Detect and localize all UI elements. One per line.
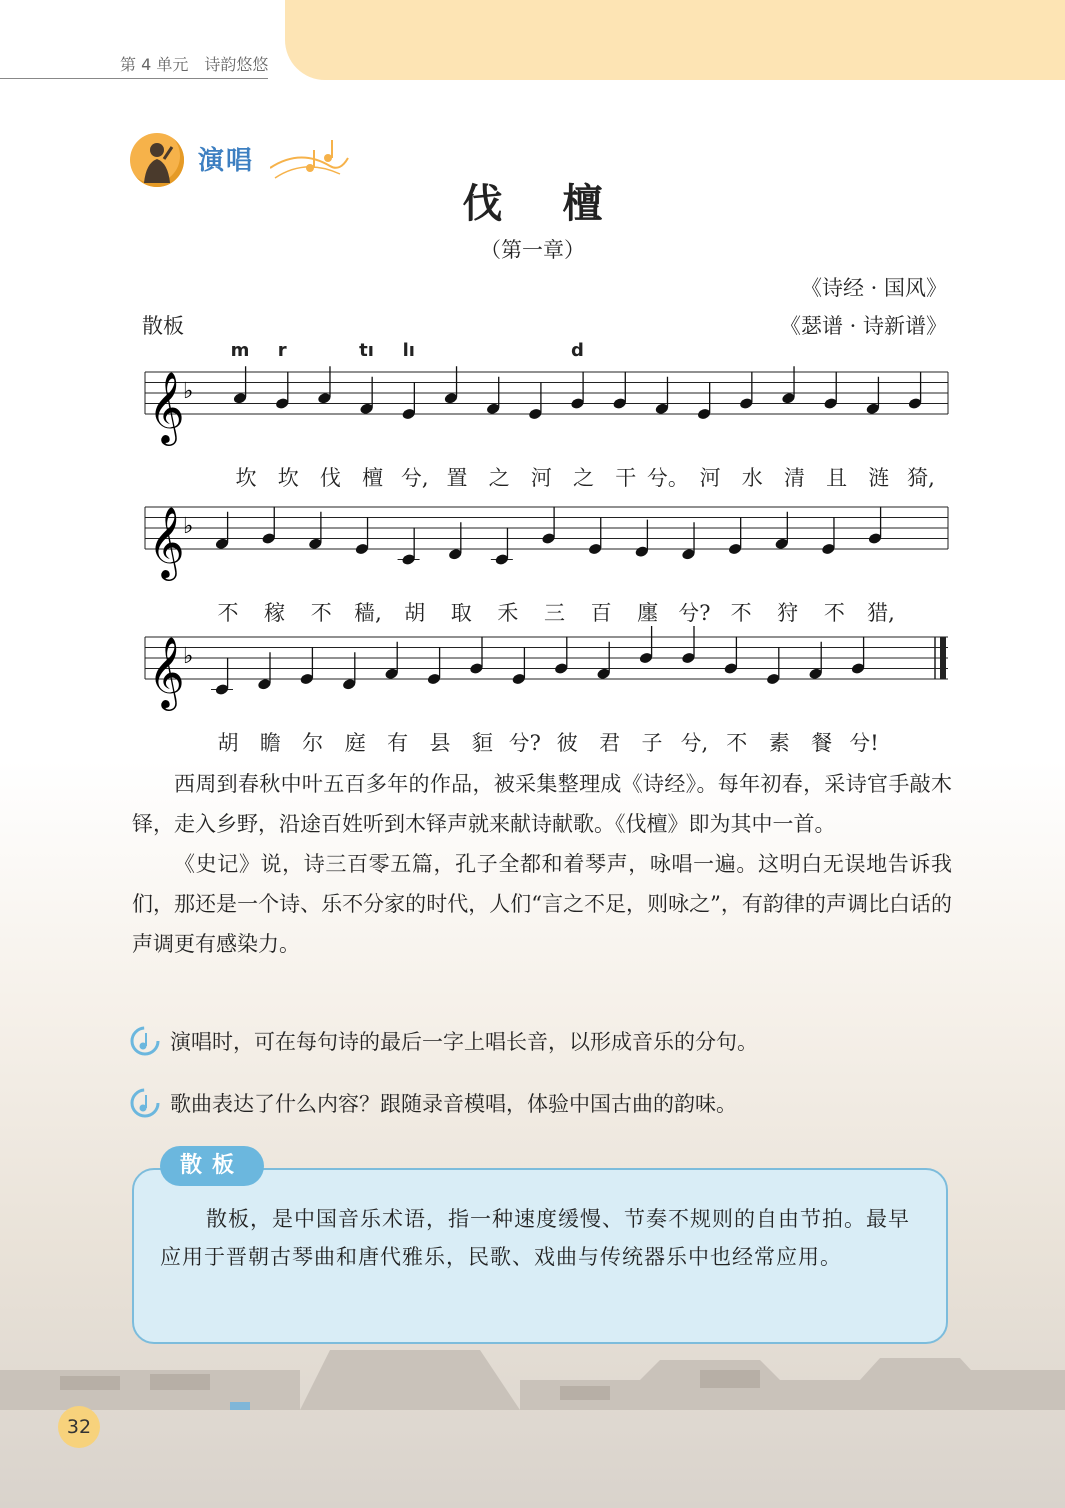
lyric-syllable: 不: [310, 601, 332, 625]
lyric-syllable: 兮。: [646, 466, 689, 490]
lyric-syllable: 百: [590, 601, 612, 625]
glossary-term: 散板: [160, 1146, 264, 1186]
lyric-syllable: 水: [741, 466, 763, 490]
lyric-syllable: 禾: [497, 601, 519, 625]
lyric-syllable: 置: [446, 466, 468, 490]
lyric-syllable: 之: [573, 466, 594, 490]
song-title: 伐檀: [462, 180, 663, 227]
lyric-syllable: 取: [450, 601, 472, 625]
lyric-syllable: 之: [488, 466, 510, 490]
lyric-syllable: 兮,: [680, 731, 709, 755]
paragraph: 西周到春秋中叶五百多年的作品，被采集整理成《诗经》。每年初春，采诗官手敲木铎，走入乡野，沿途百姓听到木铎声就来献诗献歌。《伐檀》即为其中一首。: [132, 772, 952, 836]
lyric-syllable: 猎,: [867, 601, 895, 625]
lyric-syllable: 稼: [264, 601, 286, 625]
lyric-syllable: 胡: [404, 601, 426, 625]
lyric-syllable: 瞻: [259, 731, 281, 755]
lyric-syllable: 子: [641, 731, 663, 755]
village-background-illustration: [0, 1330, 1065, 1410]
solfege-label: r: [277, 340, 287, 361]
solfege-label: lı: [402, 340, 415, 361]
paragraph: 《史记》说，诗三百零五篇，孔子全都和着琴声，咏唱一遍。这明白无误地告诉我们，那还是一个诗、乐不分家的时代，人们“言之不足，则咏之”，有韵律的声调比白话的声调更有感染力。: [132, 852, 952, 956]
lyric-syllable: 庭: [344, 731, 366, 755]
tip-text: 演唱时，可在每句诗的最后一字上唱长音，以形成音乐的分句。: [170, 1030, 758, 1054]
lyric-syllable: 尔: [302, 731, 324, 755]
music-note-icon: [130, 1088, 160, 1118]
lyric-syllable: 餐: [811, 731, 833, 755]
solfege-label: d: [571, 340, 584, 361]
solfege-label: tı: [359, 340, 374, 361]
treble-clef-icon: 𝄞: [148, 635, 185, 708]
song-source-score: 《瑟谱 · 诗新谱》: [779, 314, 947, 338]
treble-clef-icon: 𝄞: [148, 505, 185, 578]
solfege-label: m: [230, 340, 250, 361]
lyric-syllable: 干: [615, 466, 637, 490]
lyric-syllable: 清: [783, 466, 805, 490]
section-badge-label: 演唱: [198, 146, 255, 176]
page-number: 32: [58, 1406, 100, 1448]
flat-key-signature-icon: ♭: [183, 514, 194, 539]
lyric-syllable: 坎: [235, 466, 257, 490]
lyric-syllable: 河: [699, 466, 721, 490]
lyric-syllable: 有: [387, 731, 409, 755]
lyric-syllable: 君: [599, 731, 621, 755]
lyric-syllable: 穑,: [354, 601, 382, 625]
glossary-paragraph: 散板，是中国音乐术语，指一种速度缓慢、节奏不规则的自由节拍。最早应用于晋朝古琴曲和唐代雅乐，民歌、戏曲与传统器乐中也经常应用。: [160, 1207, 910, 1269]
lyric-syllable: 河: [530, 466, 552, 490]
header-band: [285, 0, 1065, 80]
lyric-syllable: 兮?: [508, 731, 541, 755]
flat-key-signature-icon: ♭: [183, 644, 194, 669]
lyric-syllable: 檀: [362, 466, 384, 490]
tip-item: [130, 1088, 737, 1118]
song-chapter: （第一章）: [480, 238, 585, 262]
music-staff-3: [0, 605, 1065, 755]
flat-key-signature-icon: ♭: [183, 379, 194, 404]
tip-text: 歌曲表达了什么内容？跟随录音模唱，体验中国古曲的韵味。: [170, 1092, 737, 1116]
lyric-syllable: 胡: [217, 731, 239, 755]
lyric-syllable: 兮?: [678, 601, 711, 625]
intro-text: [132, 764, 952, 964]
lyric-syllable: 不: [730, 601, 752, 625]
tempo-marking: 散板: [142, 314, 184, 338]
lyric-syllable: 貆: [471, 731, 493, 755]
tip-item: [130, 1026, 758, 1056]
lyric-syllable: 三: [544, 601, 565, 625]
staff-svg: [0, 605, 1065, 735]
staff-svg: [0, 340, 1065, 470]
glossary-text: [160, 1200, 916, 1276]
lyric-syllable: 不: [217, 601, 239, 625]
lyric-syllable: 狩: [777, 601, 799, 625]
lyric-syllable: 不: [823, 601, 845, 625]
final-bar-thick: [940, 637, 946, 679]
lyric-syllable: 兮,: [400, 466, 429, 490]
lyric-syllable: 彼: [556, 731, 578, 755]
lyric-syllable: 且: [826, 466, 848, 490]
lyric-syllable: 兮!: [849, 731, 879, 755]
lyric-syllable: 伐: [319, 466, 341, 490]
header-rule: [0, 78, 268, 79]
lyric-syllable: 廛: [637, 601, 659, 625]
unit-label: 第 4 单元 诗韵悠悠: [120, 55, 269, 74]
music-note-icon: [130, 1026, 160, 1056]
music-staff-2: [0, 475, 1065, 625]
song-source-lyrics: 《诗经 · 国风》: [800, 276, 947, 300]
lyric-syllable: 坎: [277, 466, 299, 490]
treble-clef-icon: 𝄞: [148, 370, 185, 443]
lyric-syllable: 猗,: [907, 466, 935, 490]
lyric-syllable: 县: [429, 731, 451, 755]
staff-svg: [0, 475, 1065, 605]
lyric-syllable: 涟: [868, 466, 890, 490]
music-staff-1: [0, 340, 1065, 490]
lyric-syllable: 素: [768, 731, 790, 755]
lyric-syllable: 不: [726, 731, 748, 755]
